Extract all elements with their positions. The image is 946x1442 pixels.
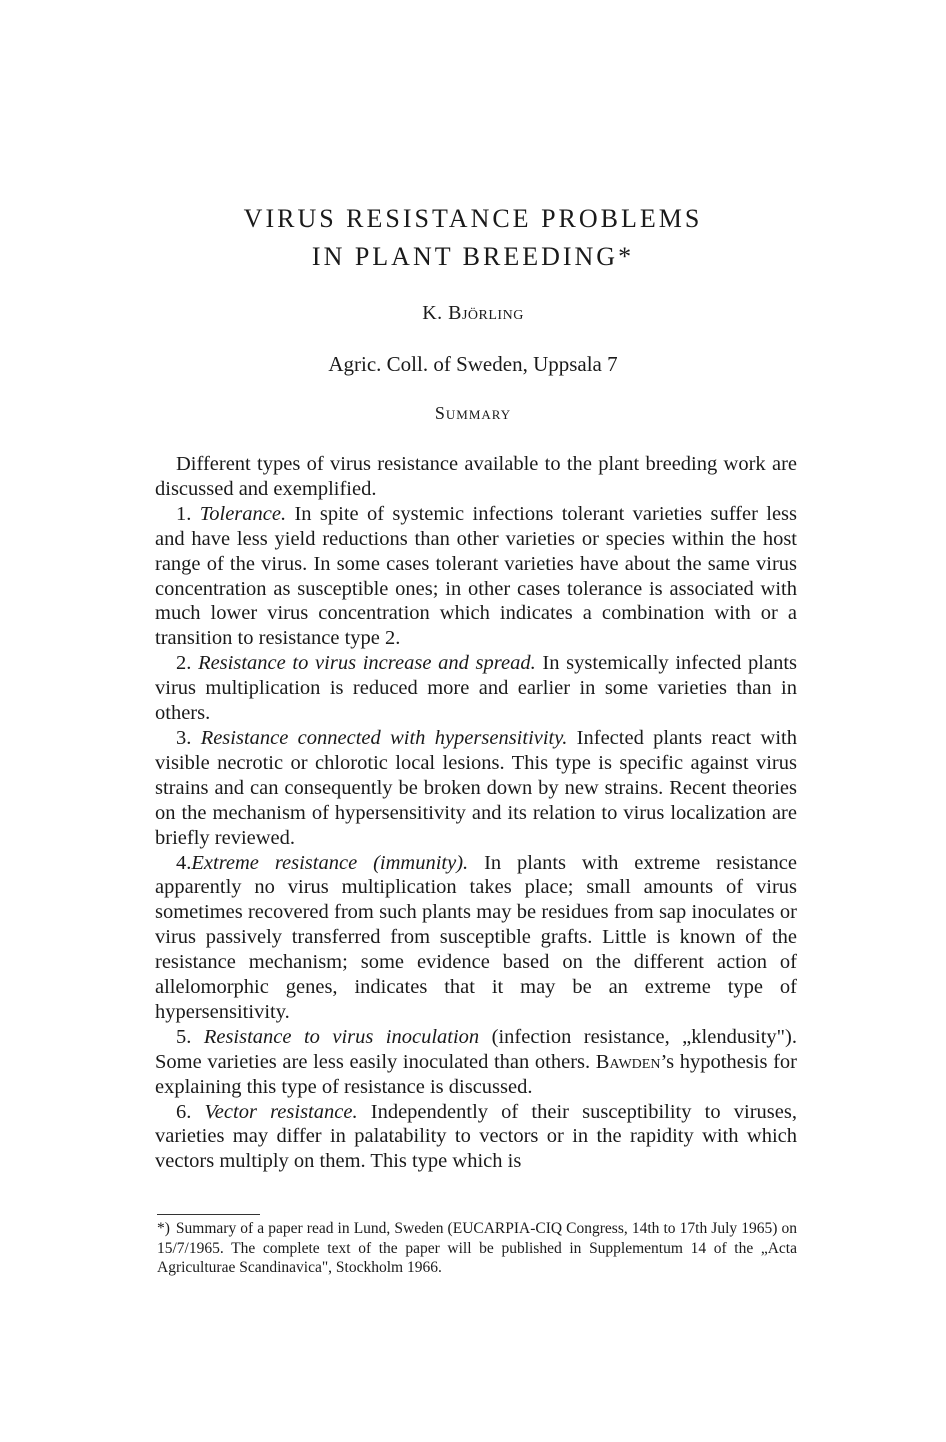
- paragraph-term: Tolerance.: [199, 502, 287, 525]
- paragraph-term: Resistance to virus inoculation: [203, 1025, 480, 1048]
- cited-author: Bawden: [595, 1050, 661, 1073]
- author: [0, 302, 946, 325]
- paragraph-number: 4.: [176, 851, 192, 874]
- paragraph-number: 5.: [176, 1025, 192, 1048]
- paragraph-text-continued: ’s hypothesis for explaining this type of resistance is discussed.: [155, 1050, 797, 1098]
- paragraph-text: In plants with extreme resistance apparently no virus multiplication takes place; small amounts of virus sometimes recovered from such plants may be residues from sap inoculates or virus passively transferred from susceptible grafts. Little is known of the resistance mechanism; some evidence based on the different action of allelomorphic genes, indicates that it may be an extreme type of hypersensitivity.: [155, 851, 797, 1023]
- paragraph-tolerance: [155, 502, 797, 651]
- paragraph-number: 3.: [176, 726, 192, 749]
- paragraph-term: Resistance to virus increase and spread.: [198, 652, 536, 675]
- author-initial: K.: [422, 302, 443, 324]
- title-line-2: IN PLANT BREEDING*: [311, 242, 635, 271]
- summary-body: [155, 452, 797, 1174]
- paragraph-text: In systemically infected plants virus multiplication is reduced more and earlier in some varieties than in others.: [155, 652, 798, 725]
- footnote-mark: *): [157, 1220, 170, 1237]
- paragraph-number: 1.: [176, 502, 192, 525]
- intro-paragraph: Different types of virus resistance available to the plant breeding work are discussed and exemplified.: [155, 453, 797, 500]
- footnote-text: Summary of a paper read in Lund, Sweden (EUCARPIA-CIQ Congress, 14th to 17th July 1965) on 15/7/1965. The complete text of the paper will be published in Supplementum 14 of the „Acta Agriculturae Scandinavica", Stockholm 1966.: [157, 1220, 797, 1276]
- affiliation: Agric. Coll. of Sweden, Uppsala 7: [328, 352, 618, 376]
- paragraph-term: Vector resistance.: [204, 1100, 358, 1123]
- paragraph-increase-spread: [155, 651, 797, 726]
- paragraph-text: Infected plants react with visible necrotic or chlorotic local lesions. This type is specific against virus strains and can consequently be broken down by new strains. Recent theories on the mechanism of hypersensitivity and its relation to virus localization are briefly reviewed.: [155, 726, 797, 849]
- paragraph-number: 6.: [176, 1100, 192, 1123]
- footnote: [157, 1219, 797, 1278]
- paper-title: [0, 200, 946, 276]
- title-line-1: VIRUS RESISTANCE PROBLEMS: [243, 204, 703, 233]
- paragraph-text: In spite of systemic infections tolerant varieties suffer less and have less yield reductions than other varieties or species within the host range of the virus. In some cases tolerant varieties have about the same virus concentration as susceptible ones; in other cases tolerance is associated with much lower virus concentration which indicates a combination with or a transition to resistance type 2.: [155, 502, 798, 650]
- paragraph-hypersensitivity: [155, 726, 797, 851]
- paragraph-inoculation: [155, 1025, 797, 1100]
- author-surname: Björling: [448, 302, 524, 324]
- summary-heading: Summary: [434, 403, 512, 423]
- paragraph-number: 2.: [176, 652, 192, 675]
- paragraph-term: Resistance connected with hypersensitivity.: [200, 726, 568, 749]
- footnote-divider: [157, 1214, 260, 1215]
- paragraph-vector-resistance: [155, 1100, 797, 1175]
- paragraph-term: Extreme resistance (immunity).: [191, 851, 469, 874]
- paragraph-text: (infection resistance, „klendusity"). Some varieties are less easily inoculated than others.: [155, 1025, 798, 1073]
- paragraph-text: Independently of their susceptibility to viruses, varieties may differ in palatability to vectors or in the rapidity with which vectors multiply on them. This type which is: [155, 1100, 797, 1173]
- paragraph-extreme-resistance: [155, 851, 797, 1025]
